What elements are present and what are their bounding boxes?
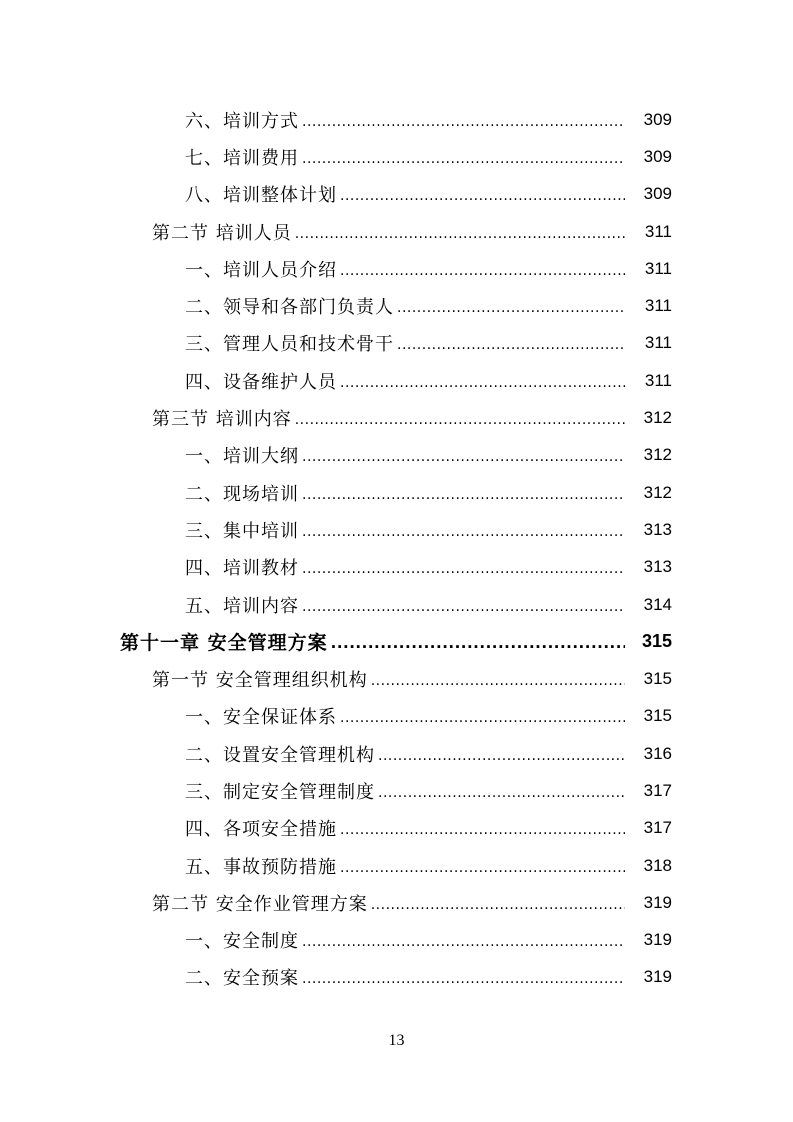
toc-dot-leader [340, 823, 625, 837]
toc-dot-leader [302, 488, 625, 502]
toc-subsection-entry[interactable] [0, 810, 793, 847]
toc-dot-leader [302, 600, 625, 614]
toc-entry-label: 一、安全制度 [185, 931, 299, 953]
toc-subsection-entry[interactable] [0, 474, 793, 511]
toc-entry-page-number: 311 [644, 258, 672, 278]
toc-entry-page-number: 319 [643, 892, 672, 912]
toc-entry-page-number: 313 [643, 557, 672, 577]
toc-entry-label: 三、集中培训 [185, 520, 299, 542]
toc-subsection-entry[interactable] [0, 959, 793, 996]
toc-entry-label: 六、培训方式 [185, 110, 299, 132]
toc-entry-page-number: 316 [643, 743, 672, 763]
toc-entry-label: 五、培训内容 [185, 595, 299, 617]
toc-entry-page-number: 315 [643, 706, 672, 726]
toc-entry-page-number: 315 [643, 669, 672, 689]
toc-entry-label: 八、培训整体计划 [185, 185, 337, 207]
toc-subsection-entry[interactable] [0, 847, 793, 884]
toc-dot-leader [371, 898, 625, 912]
toc-entry-page-number: 319 [643, 967, 672, 987]
toc-entry-page-number: 309 [643, 184, 672, 204]
toc-entry-label: 第十一章 安全管理方案 [120, 632, 328, 655]
toc-section-entry[interactable] [0, 884, 793, 921]
toc-entry-page-number: 317 [643, 818, 672, 838]
toc-entry-label: 第二节 安全作业管理方案 [152, 893, 368, 915]
toc-dot-leader [302, 935, 625, 949]
toc-subsection-entry[interactable] [0, 362, 793, 399]
toc-section-entry[interactable] [0, 660, 793, 697]
toc-dot-leader [295, 413, 625, 427]
toc-entry-page-number: 312 [643, 445, 672, 465]
toc-subsection-entry[interactable] [0, 698, 793, 735]
toc-entry-page-number: 312 [643, 482, 672, 502]
toc-subsection-entry[interactable] [0, 138, 793, 175]
toc-entry-page-number: 309 [643, 109, 672, 129]
toc-dot-leader [340, 376, 625, 390]
toc-subsection-entry[interactable] [0, 511, 793, 548]
toc-dot-leader [302, 562, 625, 576]
toc-entry-page-number: 319 [643, 930, 672, 950]
toc-dot-leader [302, 115, 625, 129]
toc-entry-label: 第二节 培训人员 [152, 222, 292, 244]
toc-entry-page-number: 318 [643, 855, 672, 875]
toc-dot-leader [331, 636, 625, 651]
toc-subsection-entry[interactable] [0, 250, 793, 287]
toc-entry-page-number: 317 [643, 780, 672, 800]
toc-dot-leader [302, 152, 625, 166]
toc-dot-leader [371, 674, 625, 688]
toc-dot-leader [340, 264, 625, 278]
toc-dot-leader [378, 786, 625, 800]
toc-entry-label: 二、设置安全管理机构 [185, 744, 375, 766]
toc-chapter-entry[interactable] [0, 623, 793, 660]
toc-entry-page-number: 311 [644, 333, 672, 353]
toc-subsection-entry[interactable] [0, 101, 793, 138]
toc-subsection-entry[interactable] [0, 325, 793, 362]
toc-dot-leader [302, 450, 625, 464]
toc-entry-label: 五、事故预防措施 [185, 856, 337, 878]
table-of-contents [0, 101, 793, 996]
toc-entry-page-number: 311 [644, 221, 672, 241]
toc-entry-label: 一、培训人员介绍 [185, 259, 337, 281]
toc-subsection-entry[interactable] [0, 586, 793, 623]
toc-entry-label: 一、安全保证体系 [185, 707, 337, 729]
toc-entry-label: 七、培训费用 [185, 147, 299, 169]
toc-entry-label: 二、现场培训 [185, 483, 299, 505]
toc-entry-label: 第一节 安全管理组织机构 [152, 670, 368, 692]
toc-dot-leader [295, 227, 625, 241]
toc-entry-label: 四、设备维护人员 [185, 371, 337, 393]
toc-entry-label: 三、制定安全管理制度 [185, 781, 375, 803]
toc-dot-leader [378, 749, 625, 763]
toc-entry-page-number: 311 [644, 296, 672, 316]
toc-entry-page-number: 311 [644, 370, 672, 390]
toc-dot-leader [397, 338, 625, 352]
toc-dot-leader [302, 525, 625, 539]
toc-entry-page-number: 312 [643, 408, 672, 428]
page-number: 13 [388, 1032, 405, 1049]
toc-entry-label: 一、培训大纲 [185, 446, 299, 468]
toc-dot-leader [397, 301, 625, 315]
toc-entry-label: 第三节 培训内容 [152, 409, 292, 431]
toc-subsection-entry[interactable] [0, 287, 793, 324]
toc-entry-label: 二、领导和各部门负责人 [185, 297, 394, 319]
toc-section-entry[interactable] [0, 399, 793, 436]
toc-dot-leader [340, 189, 625, 203]
toc-entry-label: 三、管理人员和技术骨干 [185, 334, 394, 356]
toc-entry-page-number: 313 [643, 519, 672, 539]
toc-subsection-entry[interactable] [0, 549, 793, 586]
toc-subsection-entry[interactable] [0, 176, 793, 213]
toc-dot-leader [302, 972, 625, 986]
toc-entry-label: 二、安全预案 [185, 968, 299, 990]
toc-entry-label: 四、培训教材 [185, 558, 299, 580]
toc-entry-page-number: 314 [643, 594, 672, 614]
toc-subsection-entry[interactable] [0, 735, 793, 772]
toc-subsection-entry[interactable] [0, 922, 793, 959]
toc-dot-leader [340, 861, 625, 875]
toc-subsection-entry[interactable] [0, 772, 793, 809]
toc-entry-page-number: 309 [643, 146, 672, 166]
toc-entry-page-number: 315 [641, 631, 672, 652]
toc-subsection-entry[interactable] [0, 437, 793, 474]
toc-dot-leader [340, 711, 625, 725]
toc-section-entry[interactable] [0, 213, 793, 250]
toc-entry-label: 四、各项安全措施 [185, 819, 337, 841]
